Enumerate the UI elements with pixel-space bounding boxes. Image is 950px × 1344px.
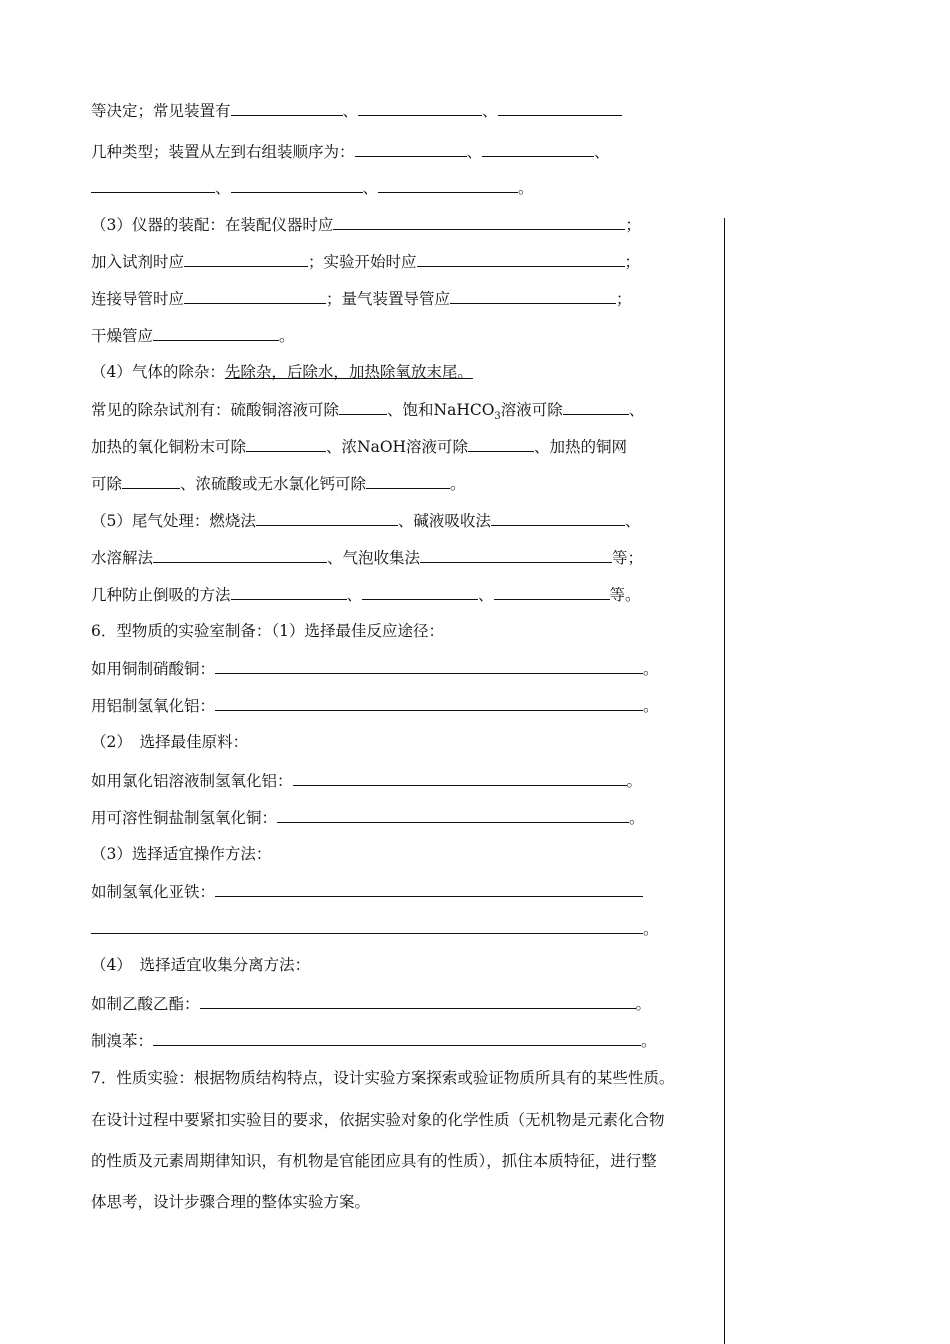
line-assembly-order	[91, 141, 610, 162]
text: 等；	[612, 549, 644, 567]
text: 用铝制氢氧化铝：	[91, 697, 216, 715]
text: 等。	[609, 586, 641, 604]
text: ；	[625, 216, 641, 234]
text: 、浓硫酸或无水氯化钙可除	[180, 475, 367, 493]
text: ；实验开始时应	[308, 253, 417, 271]
blank	[355, 141, 467, 157]
text: 几种类型；装置从左到右组装顺序为：	[91, 143, 355, 161]
line-copper-salt	[91, 807, 645, 828]
line-ethyl-acetate	[91, 993, 651, 1014]
line-device-types	[91, 100, 622, 121]
blank	[366, 473, 450, 489]
text: 体思考，设计步骤合理的整体实验方案。	[91, 1193, 371, 1211]
line-bromobenzene	[91, 1030, 657, 1051]
line-ferrous-hydroxide	[91, 881, 643, 902]
text: 。	[629, 809, 645, 827]
text: 可除	[91, 475, 123, 493]
blank	[91, 918, 643, 934]
line-anti-suckback	[91, 584, 641, 605]
line-copper-mesh	[91, 473, 466, 494]
blank	[246, 436, 326, 452]
line-cuo-naoh	[91, 436, 627, 457]
blank	[494, 584, 610, 600]
text: 、饱和NaHCO	[387, 401, 495, 419]
margin-rule	[724, 218, 725, 1344]
text: 、	[624, 512, 641, 530]
text: 常见的除杂试剂有：硫酸铜溶液可除	[91, 401, 340, 419]
blank	[215, 658, 643, 674]
text: （5）尾气处理：燃烧法	[91, 512, 256, 530]
blank	[358, 100, 482, 116]
subsection-heading: （3）选择适宜操作方法：	[91, 845, 272, 863]
text: 的性质及元素周期律知识，有机物是官能团应具有的性质），抓住本质特征，进行整	[91, 1152, 657, 1170]
para7-line2	[91, 1110, 665, 1130]
text: 。	[643, 697, 659, 715]
text: 如用氯化铝溶液制氢氧化铝：	[91, 772, 293, 790]
blank	[468, 436, 534, 452]
blank	[362, 584, 478, 600]
text: 、	[342, 102, 359, 120]
text: 。	[279, 327, 295, 345]
blank	[122, 473, 180, 489]
text: 。	[518, 179, 534, 197]
subscript: 3	[494, 411, 501, 423]
para7-line3	[91, 1151, 657, 1171]
blank	[482, 141, 594, 157]
blank	[200, 993, 636, 1009]
blank	[184, 251, 308, 267]
blank	[277, 807, 629, 823]
line-tubes	[91, 288, 632, 309]
text: 7．性质实验：根据物质结构特点，设计实验方案探索或验证物质所具有的某些性质。	[91, 1069, 675, 1087]
text: 、	[478, 586, 494, 604]
text: ；	[616, 290, 632, 308]
text: 连接导管时应	[91, 290, 185, 308]
line-purification-reagents	[91, 399, 644, 427]
para7-line4	[91, 1192, 370, 1212]
line-water-dissolve	[91, 547, 643, 568]
line-reagent-start	[91, 251, 640, 272]
text: ；量气装置导管应	[326, 290, 451, 308]
blank	[491, 510, 625, 526]
blank	[498, 100, 622, 116]
subsection-heading: （4） 选择适宜收集分离方法：	[91, 956, 311, 974]
text: 用可溶性铜盐制氢氧化铜：	[91, 809, 278, 827]
text: 。	[635, 995, 652, 1013]
blank	[450, 288, 616, 304]
text: 等决定；常见装置有	[91, 102, 231, 120]
blank	[339, 399, 387, 415]
section-heading: 6．型物质的实验室制备：（1）选择最佳反应途径：	[91, 622, 444, 640]
blank	[231, 177, 363, 193]
line-instrument-assembly	[91, 214, 641, 235]
blank	[184, 288, 326, 304]
text: 、	[215, 179, 231, 197]
text: 、	[628, 401, 645, 419]
line-aluminum-hydroxide	[91, 695, 659, 716]
text: 、	[346, 586, 363, 604]
line-copper-nitrate	[91, 658, 659, 679]
text: 、	[594, 143, 610, 161]
line-gas-purification	[91, 362, 473, 382]
line-tail-gas	[91, 510, 640, 531]
blank	[378, 177, 518, 193]
text: 、气泡收集法	[327, 549, 421, 567]
text: 如用铜制硝酸铜：	[91, 660, 216, 678]
blank	[333, 214, 625, 230]
text: 如制乙酸乙酯：	[91, 995, 200, 1013]
line-assembly-order-cont	[91, 177, 534, 198]
line-alcl3	[91, 770, 642, 791]
text: 水溶解法	[91, 549, 154, 567]
text: 、	[466, 143, 483, 161]
text: 、浓NaOH溶液可除	[326, 438, 469, 456]
blank	[153, 1030, 641, 1046]
blank	[563, 399, 629, 415]
blank	[91, 177, 215, 193]
blank	[256, 510, 398, 526]
text: 。	[643, 660, 659, 678]
blank	[153, 547, 327, 563]
blank	[417, 251, 625, 267]
underlined-rule: 先除杂，后除水，加热除氧放末尾。	[224, 363, 473, 381]
text: 几种防止倒吸的方法	[91, 586, 231, 604]
text: ；	[624, 253, 641, 271]
text: （3）仪器的装配：在装配仪器时应	[91, 216, 334, 234]
line-ferrous-hydroxide-cont	[91, 918, 659, 939]
text: 。	[641, 1032, 657, 1050]
text: 。	[626, 772, 643, 790]
line-operation-method	[91, 844, 271, 864]
blank	[153, 325, 279, 341]
text: 、加热的铜网	[534, 438, 628, 456]
text: 制溴苯：	[91, 1032, 154, 1050]
blank	[215, 695, 643, 711]
text: 干燥管应	[91, 327, 154, 345]
text: 、	[362, 179, 379, 197]
text: 在设计过程中要紧扣实验目的要求，依据实验对象的化学性质（无机物是元素化合物	[91, 1111, 665, 1129]
blank	[293, 770, 627, 786]
text: 加入试剂时应	[91, 253, 185, 271]
text: （4）气体的除杂：	[91, 363, 225, 381]
text: 溶液可除	[500, 401, 563, 419]
line-drying-tube	[91, 325, 295, 346]
line-section-6	[91, 621, 444, 641]
text: 。	[643, 920, 659, 938]
blank	[420, 547, 612, 563]
text: 。	[450, 475, 466, 493]
subsection-heading: （2） 选择最佳原料：	[91, 733, 249, 751]
line-separation-method	[91, 955, 310, 975]
para7-line1	[91, 1068, 674, 1088]
text: 加热的氧化铜粉末可除	[91, 438, 247, 456]
blank	[231, 100, 343, 116]
text: 、	[482, 102, 498, 120]
text: 如制氢氧化亚铁：	[91, 883, 216, 901]
blank	[215, 881, 643, 897]
blank	[231, 584, 347, 600]
text: 、碱液吸收法	[397, 512, 491, 530]
line-best-material	[91, 732, 248, 752]
